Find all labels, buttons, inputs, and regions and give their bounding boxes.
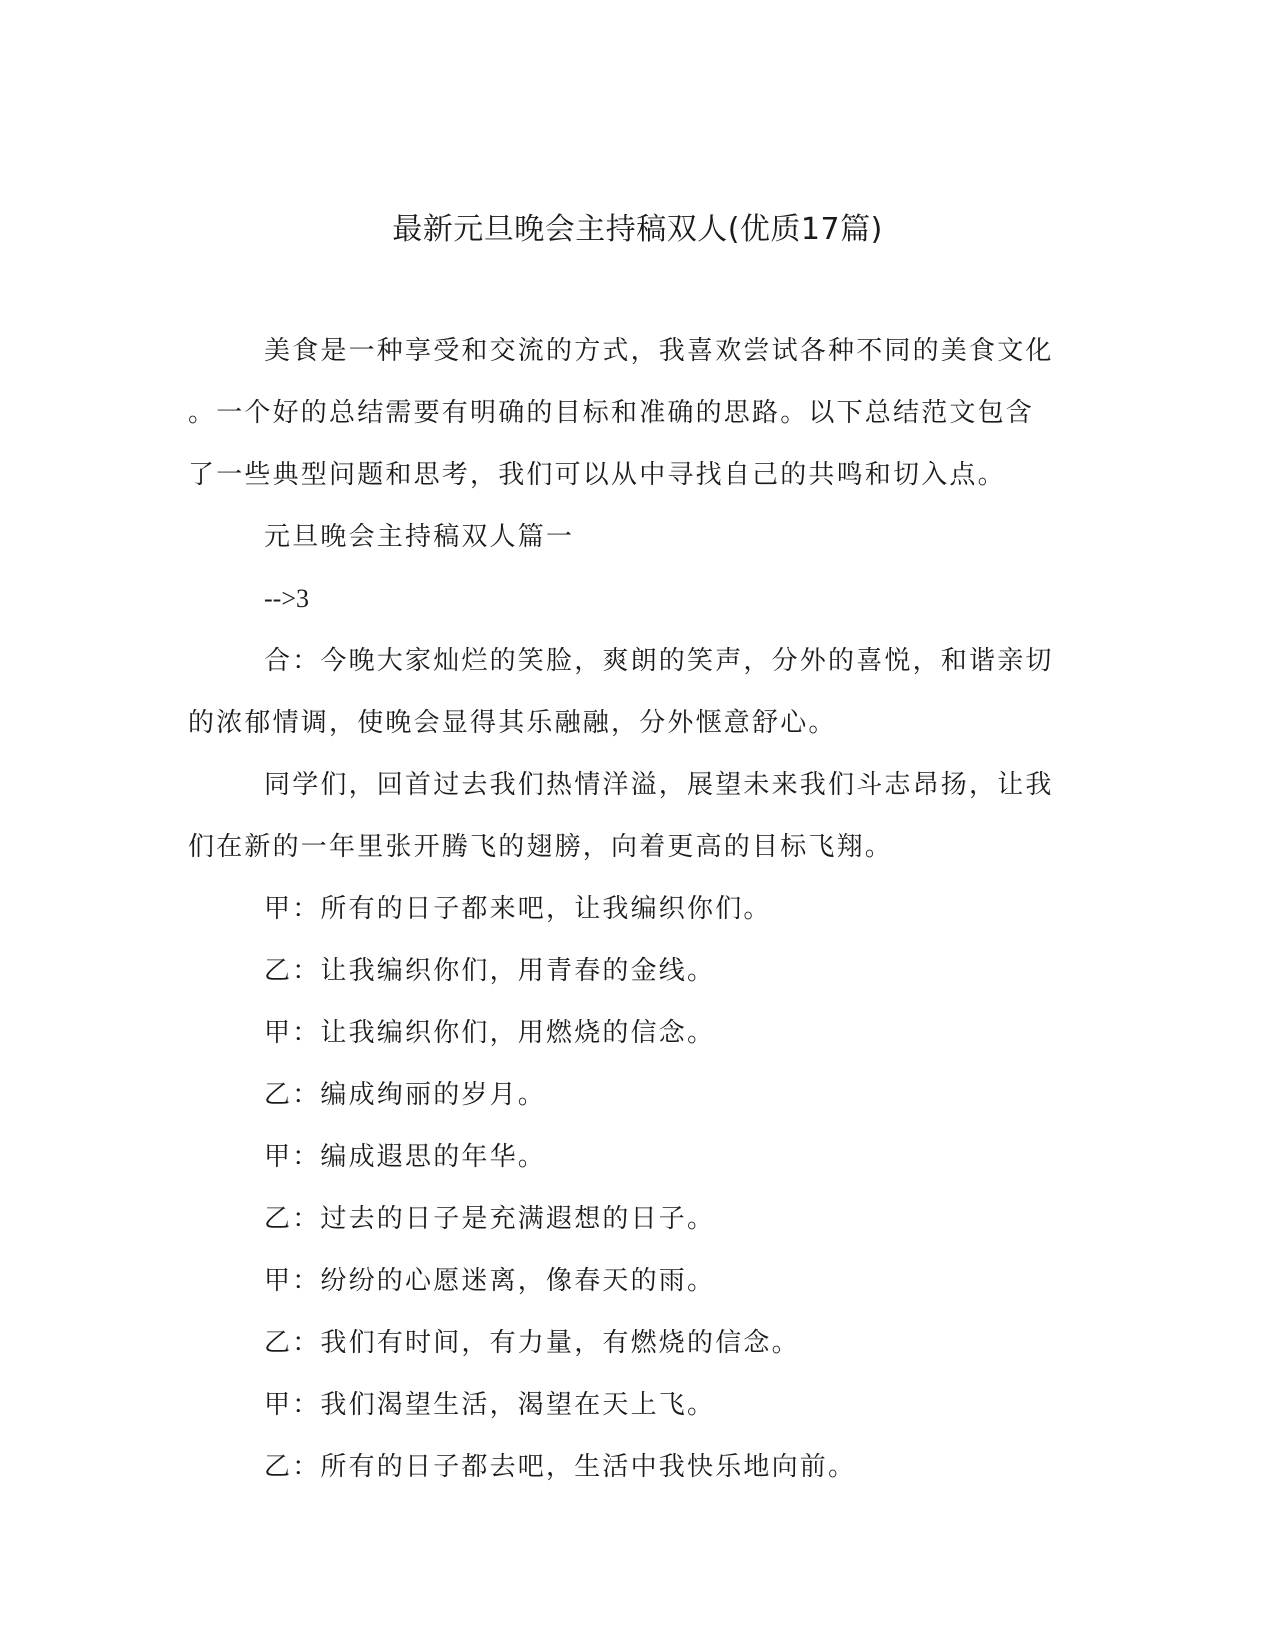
dialogue-line: 甲：编成遐思的年华。 (264, 1142, 547, 1172)
dialogue-line: 乙：编成绚丽的岁月。 (264, 1080, 547, 1110)
dialogue-line: 甲：所有的日子都来吧，让我编织你们。 (264, 894, 772, 924)
dialogue-line: 乙：让我编织你们，用青春的金线。 (264, 956, 716, 986)
dialogue-line: 甲：让我编织你们，用燃烧的信念。 (264, 1018, 716, 1048)
intro-line: 了一些典型问题和思考，我们可以从中寻找自己的共鸣和切入点。 (188, 460, 1006, 490)
dialogue-line: 乙：我们有时间，有力量，有燃烧的信念。 (264, 1328, 800, 1358)
document-title: 最新元旦晚会主持稿双人(优质17篇) (392, 212, 883, 247)
intro-line: 美食是一种享受和交流的方式，我喜欢尝试各种不同的美食文化 (264, 336, 1054, 366)
dialogue-line: 乙：所有的日子都去吧，生活中我快乐地向前。 (264, 1452, 857, 1482)
paragraph-line: 的浓郁情调，使晚会显得其乐融融，分外惬意舒心。 (188, 708, 837, 738)
paragraph-line: 同学们，回首过去我们热情洋溢，展望未来我们斗志昂扬，让我 (264, 770, 1054, 800)
paragraph-line: 们在新的一年里张开腾飞的翅膀，向着更高的目标飞翔。 (188, 832, 894, 862)
section-heading: 元旦晚会主持稿双人篇一 (264, 522, 575, 552)
document-body (188, 320, 1068, 1498)
dialogue-line: 甲：我们渴望生活，渴望在天上飞。 (264, 1390, 716, 1420)
dialogue-line: 甲：纷纷的心愿迷离，像春天的雨。 (264, 1266, 716, 1296)
dialogue-line: 乙：过去的日子是充满遐想的日子。 (264, 1204, 716, 1234)
paragraph-line: 合：今晚大家灿烂的笑脸，爽朗的笑声，分外的喜悦，和谐亲切 (264, 646, 1054, 676)
intro-line: 。一个好的总结需要有明确的目标和准确的思路。以下总结范文包含 (188, 398, 1035, 428)
section-marker: -->3 (264, 584, 309, 613)
